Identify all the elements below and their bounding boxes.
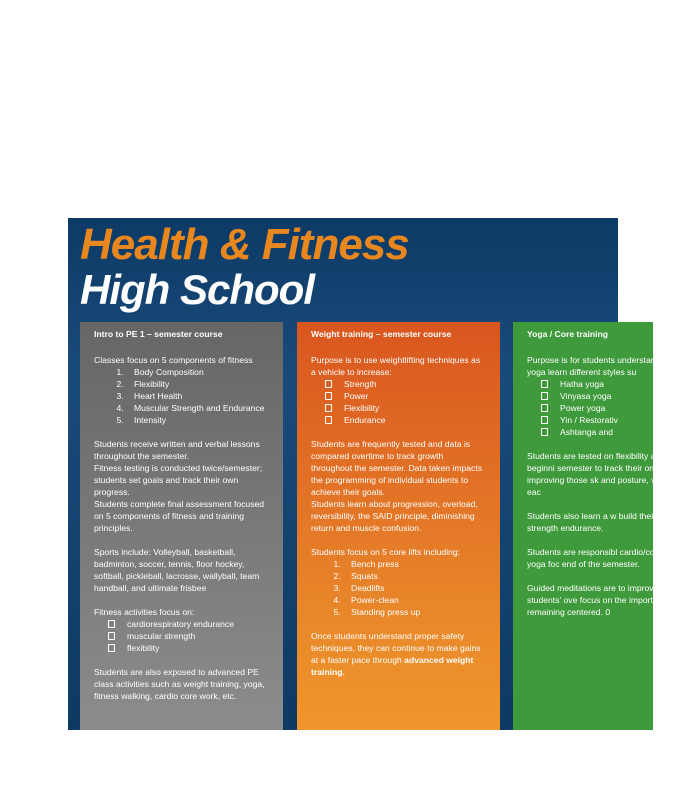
bullet-icon [541, 428, 548, 436]
list-item: Power [325, 390, 486, 402]
lessons-text: Students receive written and verbal lessons throughout the semester. [94, 439, 260, 461]
yoga-styles-list [527, 378, 653, 438]
advanced-weight-training-label: advanced weight training. [311, 655, 474, 677]
intro-pe-title: Intro to PE 1 – semester course [94, 329, 223, 339]
yoga-learn-text: Students also learn a w build their core strength endurance. [527, 511, 676, 533]
list-item: cardiorespiratory endurance [108, 618, 269, 630]
list-item: Vinyasa yoga [541, 390, 653, 402]
title-health-fitness: Health & Fitness [80, 220, 409, 269]
weight-training-title: Weight training – semester course [311, 329, 452, 339]
activities-intro: Fitness activities focus on: [94, 607, 195, 617]
classes-intro: Classes focus on 5 components of fitness [94, 355, 253, 365]
bullet-icon [541, 392, 548, 400]
learn-text: Students learn about progression, overload, reversibility, the SAID principle, diminishing return and muscle confusion. [311, 499, 478, 533]
weight-training-column [297, 322, 500, 730]
list-item: 2. Flexibility [126, 378, 269, 390]
bullet-icon [108, 632, 115, 640]
list-item: 2. Squats [343, 570, 486, 582]
bullet-icon [325, 404, 332, 412]
list-item: 3. Heart Health [126, 390, 269, 402]
bullet-icon [325, 416, 332, 424]
intro-pe-column [80, 322, 283, 730]
list-item: 5. Intensity [126, 414, 269, 426]
list-item: Endurance [325, 414, 486, 426]
list-item: 1. Bench press [343, 558, 486, 570]
yoga-responsible-text: Students are responsibl cardio/core or yoga foc end of the semester. [527, 547, 673, 569]
activities-list [94, 618, 269, 654]
list-item: muscular strength [108, 630, 269, 642]
bullet-icon [108, 644, 115, 652]
purpose-list [311, 378, 486, 426]
yoga-meditation-text: Guided meditations are to improve students' ove focus on the importance remaining centered. 0 [527, 583, 672, 617]
tested-text: Students are frequently tested and data is compared overtime to track growth throughout the semester. Data taken impacts the programming of individual students to achieve their goals. [311, 439, 483, 497]
core-lifts-intro: Students focus on 5 core lifts including: [311, 547, 461, 557]
advanced-training-text: Once students understand proper safety techniques, they can continue to make gains at a faster pace through advanced weight training. [311, 631, 481, 677]
advanced-activities-text: Students are also exposed to advanced PE class activities such as weight training, yoga, fitness walking, cardio core work, etc. [94, 667, 265, 701]
list-item: flexibility [108, 642, 269, 654]
list-item: 4. Muscular Strength and Endurance [126, 402, 269, 414]
components-list [94, 366, 269, 426]
core-lifts-list [311, 558, 486, 618]
list-item: Hatha yoga [541, 378, 653, 390]
testing-text: Fitness testing is conducted twice/semester; students set goals and track their own progress. [94, 463, 263, 497]
bullet-icon [541, 404, 548, 412]
bullet-icon [541, 380, 548, 388]
yoga-tested-text: Students are tested on flexibility at the beginni semester to track their on improving those sk and posture, within eac [527, 451, 674, 497]
list-item: 3. Deadlifts [343, 582, 486, 594]
yoga-core-title: Yoga / Core training [527, 329, 609, 339]
yoga-core-column [513, 322, 682, 730]
list-item: Strength [325, 378, 486, 390]
list-item: 4. Power-clean [343, 594, 486, 606]
list-item: Ashtanga and [541, 426, 653, 438]
list-item: Flexibility [325, 402, 486, 414]
poster [68, 218, 682, 730]
yoga-purpose-text: Purpose is for students understanding of yoga learn different styles su [527, 355, 682, 377]
title-high-school: High School [80, 266, 314, 313]
bullet-icon [325, 380, 332, 388]
list-item: 5. Standing press up [343, 606, 486, 618]
bullet-icon [541, 416, 548, 424]
bullet-icon [108, 620, 115, 628]
bullet-icon [325, 392, 332, 400]
final-assessment-text: Students complete final assessment focused on 5 components of fitness and training principles. [94, 499, 265, 533]
purpose-text: Purpose is to use weightlifting techniques as a vehicle to increase: [311, 355, 481, 377]
list-item: Yin / Restorativ [541, 414, 653, 426]
list-item: Power yoga [541, 402, 653, 414]
list-item: 1. Body Composition [126, 366, 269, 378]
sports-text: Sports include: Volleyball, basketball, badminton, soccer, tennis, floor hockey, softball, pickleball, lacrosse, wallyball, team handball, and ultimate frisbee [94, 547, 260, 593]
